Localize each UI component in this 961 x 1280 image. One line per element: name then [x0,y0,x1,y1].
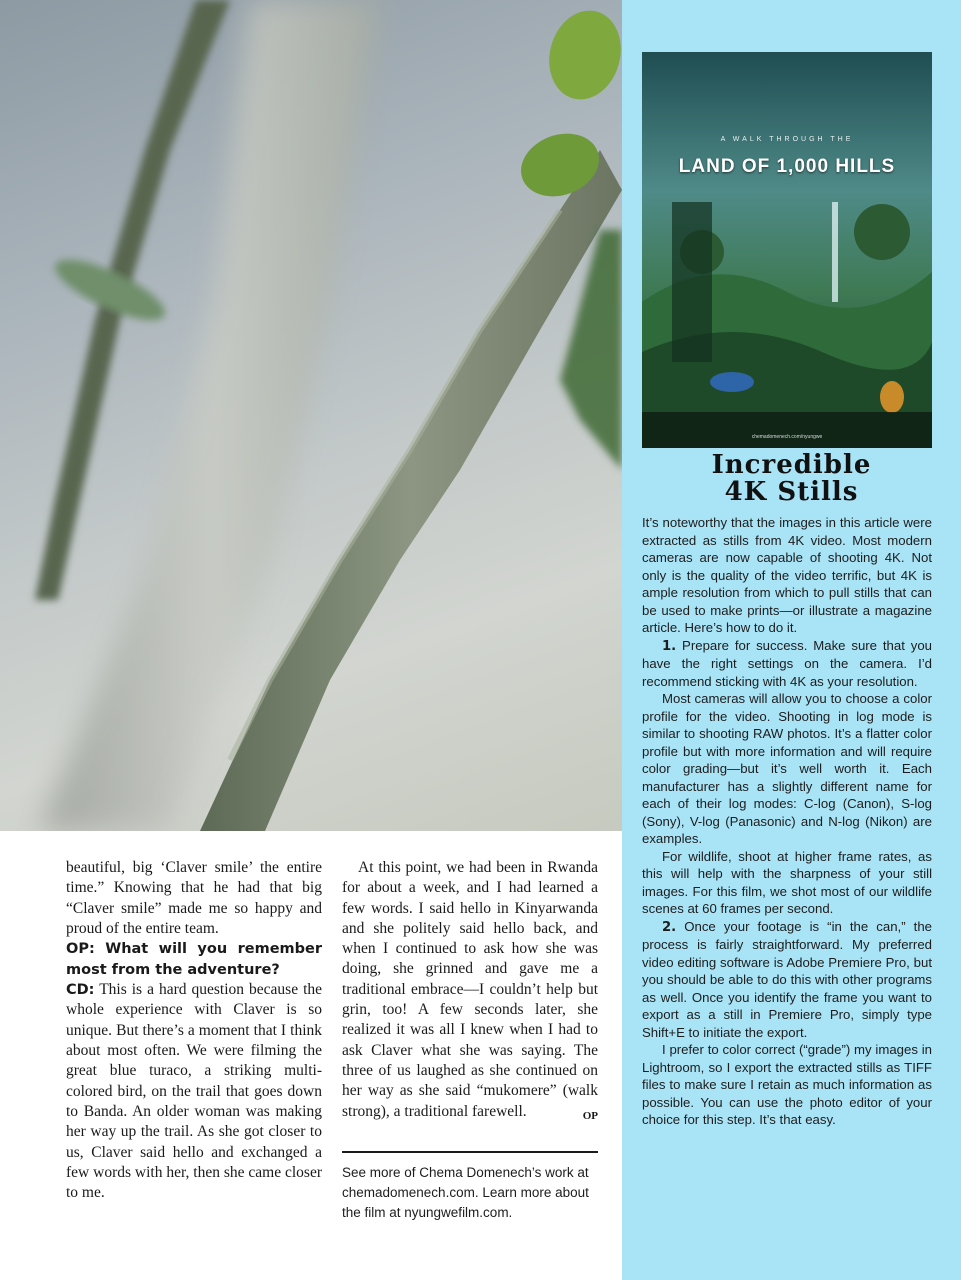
article-paragraph: beautiful, big ‘Claver smile’ the entire time.” Knowing that he had that big “Claver smile” made me so happy and proud of the entire team. [66,859,322,937]
sidebar-paragraph: It’s noteworthy that the images in this article were extracted as stills from 4K video. Most modern cameras are now capable of shooting 4K. Not only is the quality of the video terrific, but 4K is ample resolution from which to pull stills that can be used to make prints—or illustrate a magazine article. Here’s how to do it. [642,515,932,635]
credit-note: See more of Chema Domenech’s work at chemadomenech.com. Learn more about the film at nyungwefilm.com. [342,1165,589,1220]
sidebar-heading [622,452,961,506]
answer-text: This is a hard question because the whole experience with Claver is so unique. But there’s a moment that I think about most often. We were filming the great blue turaco, a striking multi-colored bird, on the trail that goes down to Banda. An older woman was making her way up the trail. As she got closer to us, Claver said hello and exchanged a few words with her, then she came closer to me. [66,981,322,1202]
poster-kicker: A WALK THROUGH THE [720,136,854,143]
sidebar-heading-line2: 4K Stills [724,477,859,507]
article-paragraph [342,858,598,1122]
end-mark: OP [582,1109,598,1122]
interview-answer [66,980,322,1203]
article-column-middle [342,858,598,1126]
sidebar-paragraph [642,637,932,691]
step-number: 1. [662,638,677,654]
sidebar-heading-line1: Incredible [711,450,872,480]
step-number: 2. [662,919,677,935]
forest-branches-photo [0,0,622,831]
step-text: Once your footage is “in the can,” the process is fairly straightforward. My preferred video editing software is Adobe Premiere Pro, but you should be able to do this with other programs as well. Once you identify the frame you want to export as a still in Premiere Pro, simply type Shift+E to initiate the export. [642,918,932,1040]
divider-rule [342,1151,598,1153]
sidebar-paragraph: I prefer to color correct (“grade”) my images in Lightroom, so I export the extracted stills as TIFF files to make sure I retain as much information as possible. You can use the photo editor of your choice for this step. It’s that easy. [642,1042,932,1127]
step-text: Prepare for success. Make sure that you have the right settings on the camera. I’d recommend sticking with 4K as your resolution. [642,637,932,689]
poster-artwork [642,52,932,448]
sidebar-panel [622,0,961,1280]
sidebar-body [642,514,932,1129]
article-paragraph-text: At this point, we had been in Rwanda for about a week, and I had learned a few words. I said hello in Kinyarwanda and she politely said hello back, and when I continued to ask how she was doing, she grinned and gave me a traditional embrace—I couldn’t help but grin, too! A few seconds later, she realized it was all I knew when I had to ask Claver what she was saying. The three of us laughed as she continued on her way as she said “mukomere” (walk strong), a traditional farewell. [342,859,598,1120]
article-column-left [66,858,322,1203]
poster-title: LAND OF 1,000 HILLS [678,156,896,177]
answer-lead: CD: [66,982,95,999]
photo-illustration [0,0,622,831]
poster-url: chemadomenech.com/nyungwe [751,434,823,440]
sidebar-paragraph: Most cameras will allow you to choose a color profile for the video. Shooting in log mode is similar to shooting RAW photos. It’s a flatter color profile but with more information and will require color grading—but it’s well worth it. Each manufacturer has a slightly different name for each of their log modes: C-log (Canon), S-log (Sony), V-log (Panasonic) and N-log (Nikon) are examples. [642,691,932,846]
sidebar-paragraph [642,918,932,1042]
interview-question: OP: What will you remember most from the adventure? [66,941,322,978]
film-poster [642,52,932,448]
sidebar-paragraph: For wildlife, shoot at higher frame rates, as this will help with the sharpness of your still images. For this film, we shot most of our wildlife scenes at 60 frames per second. [642,848,932,916]
